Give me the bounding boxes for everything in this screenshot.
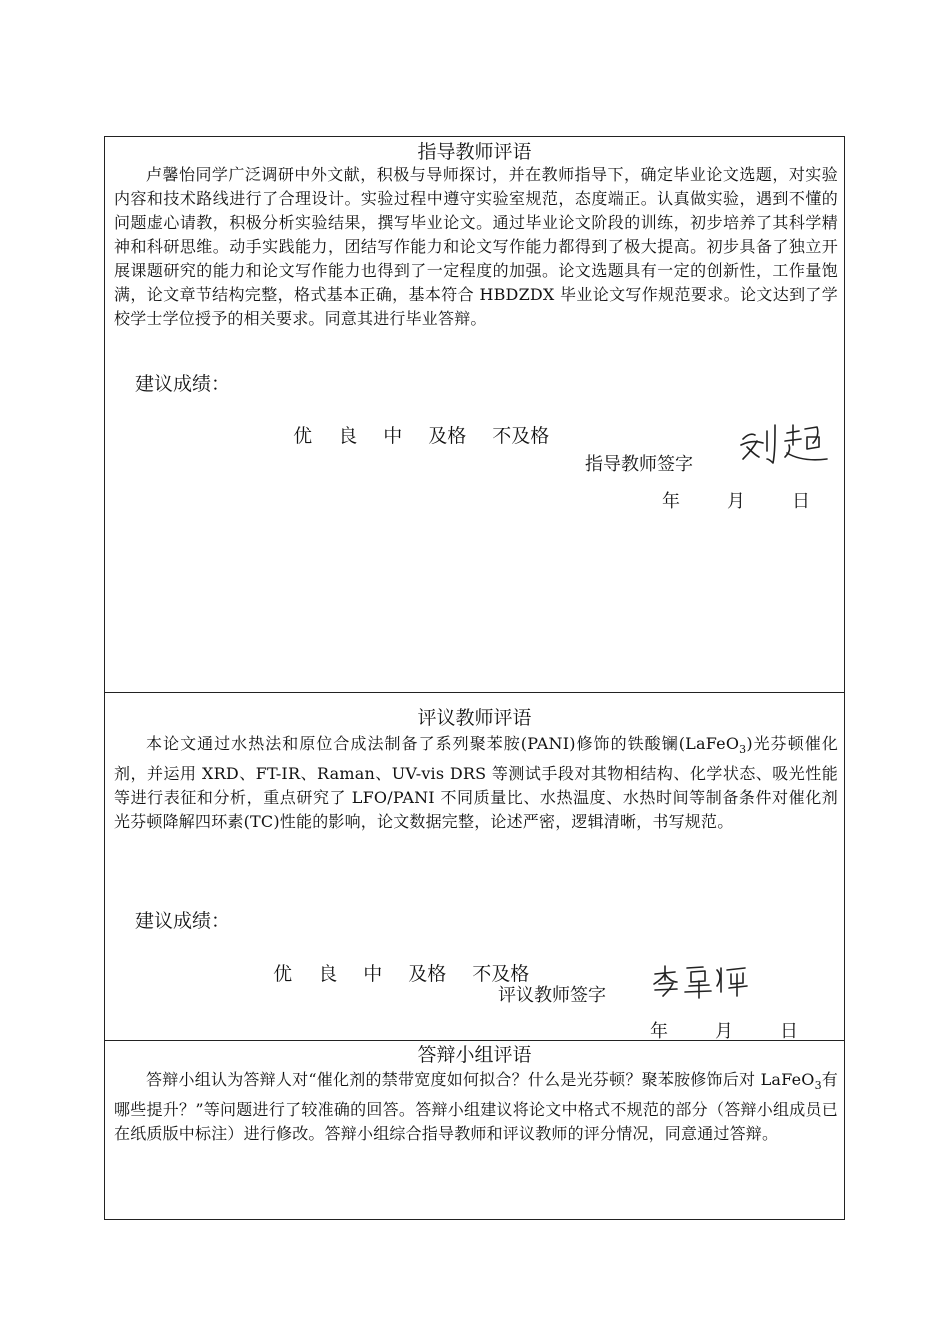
grade-option-medium: 中: [383, 425, 403, 447]
date-month: 月: [727, 491, 745, 512]
reviewer-grade-label: 建议成绩：: [135, 910, 231, 932]
grade-option-fail: 不及格: [472, 963, 530, 985]
reviewer-signature-label: 评议教师签字: [498, 985, 606, 1006]
reviewer-comment-section: [104, 692, 845, 1041]
advisor-date: [662, 487, 810, 513]
advisor-signature-label: 指导教师签字: [585, 454, 693, 475]
advisor-comment-section: [104, 136, 845, 693]
defense-comment-text: [114, 1068, 838, 1146]
grade-option-good: 良: [318, 963, 338, 985]
grade-option-medium: 中: [363, 963, 383, 985]
reviewer-signature-image: [651, 962, 751, 1002]
date-year: 年: [650, 1021, 668, 1042]
advisor-comment-text: 卢馨怡同学广泛调研中外文献，积极与导师探讨，并在教师指导下，确定毕业论文选题，对实验内容和技术路线进行了合理设计。实验过程中遵守实验室规范，态度端正。认真做实验，遇到不懂的问题虚心请教，积极分析实验结果，撰写毕业论文。通过毕业论文阶段的训练，初步培养了其科学精神和科研思维。动手实践能力，团结写作能力和论文写作能力都得到了极大提高。初步具备了独立开展课题研究的能力和论文写作能力也得到了一定程度的加强。论文选题具有一定的创新性，工作量饱满，论文章节结构完整，格式基本正确，基本符合 HBDZDX 毕业论文写作规范要求。论文达到了学校学士学位授予的相关要求。同意其进行毕业答辩。: [114, 165, 838, 328]
grade-option-pass: 及格: [428, 425, 467, 447]
advisor-signature-image: [737, 419, 833, 469]
defense-comment-section: [104, 1040, 845, 1220]
reviewer-signature: [651, 962, 751, 1002]
reviewer-comment-subscript: 3: [739, 743, 747, 757]
defense-comment-part2: 有哪些提升？”等问题进行了较准确的回答。答辩小组建议将论文中格式不规范的部分（答辩小组成员已在纸质版中标注）进行修改。答辩小组综合指导教师和评议教师的评分情况，同意通过答辩。: [114, 1070, 839, 1144]
grade-option-good: 良: [338, 425, 358, 447]
reviewer-comment-text: [114, 732, 838, 834]
date-day: 日: [780, 1021, 798, 1042]
grade-option-excellent: 优: [293, 425, 313, 447]
defense-comment-subscript: 3: [814, 1079, 822, 1093]
advisor-grade-label: 建议成绩：: [135, 373, 231, 395]
advisor-signature: [737, 419, 833, 469]
date-day: 日: [792, 491, 810, 512]
reviewer-comment-part2: )光芬顿催化剂，并运用 XRD、FT-IR、Raman、UV-vis DRS 等测试手段对其物相结构、化学状态、吸光性能等进行表征和分析，重点研究了 LFO/PANI 不同质量比、水热温度、水热时间等制备条件对催化剂光芬顿降解四环素(TC)性能的影响，论文数据完整，论述严密，逻辑清晰，书写规范。: [114, 734, 838, 832]
date-year: 年: [662, 491, 680, 512]
reviewer-section-title: 评议教师评语: [417, 707, 532, 729]
defense-comment-part1: 答辩小组认为答辩人对“催化剂的禁带宽度如何拟合？什么是光芬顿？聚苯胺修饰后对 LaFeO: [146, 1070, 815, 1089]
reviewer-grade-options: [249, 937, 529, 1008]
advisor-grade-options: [269, 399, 549, 470]
grade-option-fail: 不及格: [492, 425, 550, 447]
defense-section-title: 答辩小组评语: [417, 1044, 532, 1066]
date-month: 月: [715, 1021, 733, 1042]
reviewer-comment-part1: 本论文通过水热法和原位合成法制备了系列聚苯胺(PANI)修饰的铁酸镧(LaFeO: [146, 734, 740, 753]
grade-option-pass: 及格: [408, 963, 447, 985]
advisor-section-title: 指导教师评语: [417, 141, 532, 163]
grade-option-excellent: 优: [273, 963, 293, 985]
